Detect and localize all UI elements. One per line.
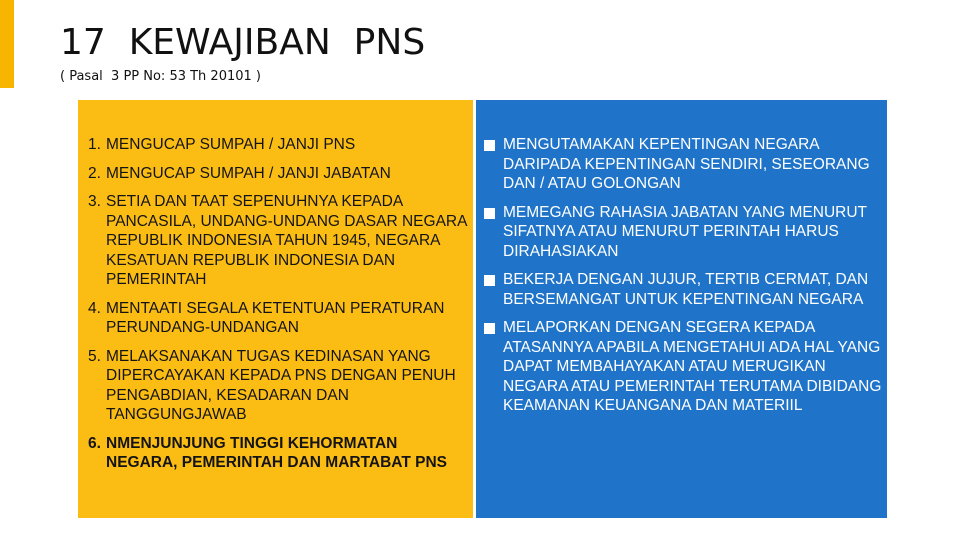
title-accent-bar [0, 0, 14, 88]
square-bullet-icon [484, 323, 495, 334]
item-number: 3. [88, 193, 101, 210]
item-text: BEKERJA DENGAN JUJUR, TERTIB CERMAT, DAN BERSEMANGAT UNTUK KEPENTINGAN NEGARA [503, 271, 869, 308]
item-text: MENGUCAP SUMPAH / JANJI PNS [106, 136, 356, 153]
list-item [88, 299, 468, 338]
square-bullet-icon [484, 140, 495, 151]
item-text: MELAKSANAKAN TUGAS KEDINASAN YANG DIPERCAYAKAN KEPADA PNS DENGAN PENUH PENGABDIAN, KESADARAN DAN TANGGUNGJAWAB [106, 347, 456, 423]
item-text: MENGUTAMAKAN KEPENTINGAN NEGARA DARIPADA KEPENTINGAN SENDIRI, SESEORANG DAN / ATAU GOLONGAN [503, 136, 870, 192]
list-item [482, 318, 882, 416]
slide-title: 17 KEWAJIBAN PNS [60, 22, 426, 63]
item-text: MENGUCAP SUMPAH / JANJI JABATAN [106, 164, 391, 182]
list-item [88, 135, 468, 155]
list-item [482, 270, 882, 309]
numbered-obligations-list [88, 135, 468, 482]
slide-subtitle: ( Pasal 3 PP No: 53 Th 20101 ) [60, 69, 261, 84]
item-text: MELAPORKAN DENGAN SEGERA KEPADA ATASANNYA APABILA MENGETAHUI ADA HAL YANG DAPAT MEMBAHAYAKAN ATAU MERUGIKAN NEGARA ATAU PEMERINTAH TERUTAMA DIBIDANG KEAMANAN KEUANGANA DAN MATERIIL [503, 319, 882, 414]
item-number: 1. [88, 136, 101, 153]
item-number: 5. [88, 347, 101, 365]
list-item [482, 203, 882, 262]
list-item [88, 434, 468, 473]
list-item [88, 164, 468, 184]
square-bullet-icon [484, 208, 495, 219]
list-item [482, 135, 882, 194]
item-number: 4. [88, 299, 101, 317]
item-text: SETIA DAN TAAT SEPENUHNYA KEPADA PANCASILA, UNDANG-UNDANG DASAR NEGARA REPUBLIK INDONESIA TAHUN 1945, NEGARA KESATUAN REPUBLIK INDONESIA DAN PEMERINTAH [106, 193, 467, 288]
item-number: 2. [88, 164, 101, 182]
item-text: MEMEGANG RAHASIA JABATAN YANG MENURUT SIFATNYA ATAU MENURUT PERINTAH HARUS DIRAHASIAKAN [503, 203, 867, 260]
square-bullet-icon [484, 275, 495, 286]
item-text: NMENJUNJUNG TINGGI KEHORMATAN NEGARA, PEMERINTAH DAN MARTABAT PNS [106, 434, 447, 471]
item-number: 6. [88, 434, 101, 452]
list-item [88, 347, 468, 425]
item-text: MENTAATI SEGALA KETENTUAN PERATURAN PERUNDANG-UNDANGAN [106, 299, 445, 336]
bulleted-obligations-list [482, 135, 882, 425]
list-item [88, 192, 468, 290]
